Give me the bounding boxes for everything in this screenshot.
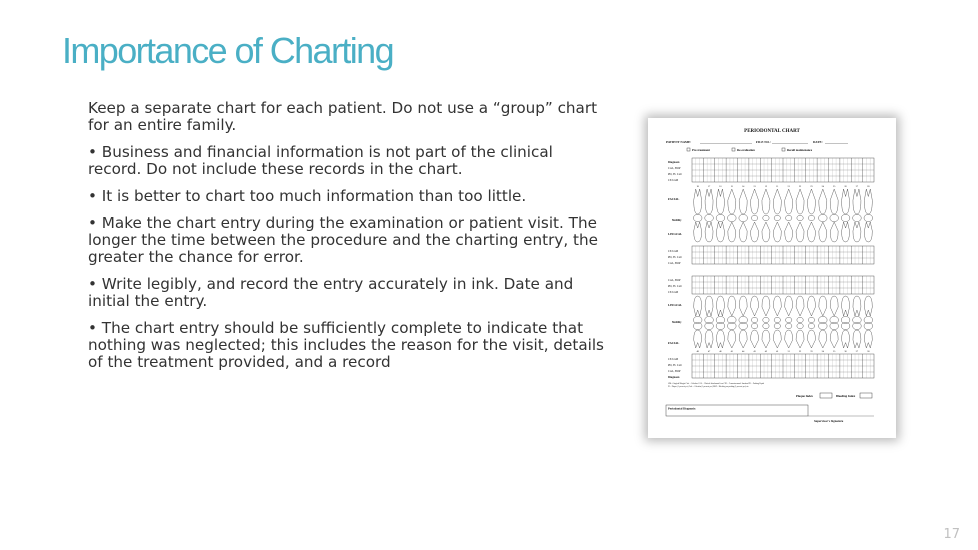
upper-occlusal-outline	[853, 214, 862, 221]
lower-occlusal-outline	[864, 316, 873, 323]
lower-tooth-number: 41	[776, 350, 779, 353]
periodontal-diagnosis-label: Periodontal Diagnosis:	[668, 406, 697, 411]
lower-row-cal-bop: CAL, BOP	[668, 279, 681, 282]
lower-occlusal-outline-2	[818, 322, 827, 329]
lower-tooth-number: 34	[821, 350, 825, 353]
form-file-no: FILE NO.:	[756, 140, 771, 144]
upper-facial-tooth	[716, 189, 724, 214]
upper-lingual-label: LINGUAL	[668, 232, 683, 236]
lower-facial-tooth	[694, 330, 702, 348]
upper-facial-tooth	[864, 189, 872, 214]
upper-occlusal-outline	[727, 214, 736, 221]
lower-occlusal-outline	[751, 317, 757, 322]
lower-lingual-tooth	[694, 296, 702, 316]
upper-occlusal-outline	[774, 215, 780, 220]
lower-occlusal-outline	[818, 316, 827, 323]
plaque-index-box	[820, 393, 832, 398]
lower-tooth-number: 35	[832, 350, 836, 353]
upper-lingual-tooth	[853, 222, 861, 242]
upper-tooth-number: 23	[810, 185, 813, 188]
legend-line-2: PI = Plaque (1 present yes) Calc = Calculus (1 present yes) BOP = Bleeding on probing (1 present yes) etc.	[668, 386, 749, 388]
lower-lingual-tooth	[864, 296, 872, 316]
upper-occlusal-outline	[693, 214, 702, 221]
lower-lingual-tooth	[785, 296, 793, 316]
lower-mobility-label: Mobility	[672, 321, 682, 324]
plaque-index-label: Plaque Index	[796, 394, 813, 398]
upper-facial-tooth	[773, 189, 781, 214]
upper-occlusal-outline	[716, 214, 725, 221]
lower-occlusal-outline	[797, 317, 803, 322]
lower-occlusal-outline	[705, 316, 714, 323]
lower-lingual-tooth	[705, 296, 713, 316]
lower-occlusal-outline-2	[716, 322, 725, 329]
lower-tooth-number: 44	[741, 350, 745, 353]
lower-occlusal-outline	[830, 316, 839, 323]
lower-row-cej-gm: CEJ-GM	[668, 291, 679, 294]
lower-lingual-tooth	[853, 296, 861, 316]
upper-facial-tooth	[853, 189, 861, 214]
legend-line-1: GM= Gingival Margin Calc = Calculus CAL = Clinical Attachment Loss CEJ = Cementoenamel Junction PD = Probing Depth	[668, 383, 764, 385]
upper-lingual-tooth	[705, 222, 713, 242]
upper-occlusal-outline	[830, 214, 839, 221]
upper-mobility-label: Mobility	[672, 219, 682, 222]
lower-tooth-number: 47	[707, 350, 711, 353]
upper-facial-tooth	[807, 189, 815, 214]
upper-tooth-number: 24	[821, 185, 825, 188]
lower-row-cej-gm-2: CEJ-GM	[668, 358, 679, 361]
upper-occlusal-outline	[705, 214, 714, 221]
upper-lingual-tooth	[694, 222, 702, 242]
lower-facial-tooth	[864, 330, 872, 348]
lower-facial-tooth	[728, 330, 736, 348]
upper-tooth-number: 13	[753, 185, 756, 188]
lower-lingual-tooth	[807, 296, 815, 316]
lower-occlusal-outline-2	[727, 322, 736, 329]
lower-facial-tooth	[716, 330, 724, 348]
supervisor-signature-label: Supervisor's Signature	[814, 419, 844, 423]
lower-tooth-number: 31	[787, 350, 790, 353]
lower-tooth-number: 38	[867, 350, 870, 353]
upper-lingual-tooth	[842, 222, 850, 242]
lower-occlusal-outline-2	[786, 323, 792, 328]
lower-lingual-tooth	[762, 296, 770, 316]
upper-occlusal-outline	[864, 214, 873, 221]
lower-occlusal-outline-2	[705, 322, 714, 329]
upper-lingual-tooth	[807, 222, 815, 242]
upper-lingual-tooth	[762, 222, 770, 242]
upper-facial-label: FACIAL	[668, 197, 680, 201]
page-number: 17	[943, 527, 960, 542]
lower-occlusal-outline-2	[739, 322, 748, 329]
lower-occlusal-outline-2	[864, 322, 873, 329]
paragraph-business-info: • Business and financial information is not part of the clinical record. Do not include these records in the chart.	[88, 143, 553, 178]
lower-occlusal-outline-2	[797, 323, 803, 328]
form-date: DATE:	[813, 140, 823, 144]
checkbox-label-pre-treatment: Pre-treatment	[692, 147, 711, 152]
upper-tooth-number: 28	[867, 185, 870, 188]
upper-occlusal-outline	[797, 215, 803, 220]
upper-tooth-number: 12	[764, 185, 768, 188]
upper-tooth-number: 17	[707, 185, 711, 188]
upper-facial-tooth	[739, 189, 747, 214]
lower-tooth-number: 37	[855, 350, 859, 353]
lower-facial-tooth	[762, 330, 770, 348]
lower-lingual-label: LINGUAL	[668, 303, 683, 307]
lower-occlusal-outline	[727, 316, 736, 323]
lower-occlusal-outline-2	[693, 322, 702, 329]
checkbox-label-recall-maintenance: Recall maintenance	[787, 147, 813, 152]
lower-occlusal-outline	[841, 316, 850, 323]
upper-facial-tooth	[762, 189, 770, 214]
mid-row-cal-bop: CAL, BOP	[668, 262, 681, 265]
paragraph-chart-during-exam: • Make the chart entry during the examination or patient visit. The longer the time between the procedure and the charting entry, the greater the chance for error.	[88, 214, 598, 266]
lower-occlusal-outline	[774, 317, 780, 322]
checkbox-label-re-evaluation: Re-evaluation	[737, 147, 755, 152]
lower-facial-tooth	[773, 330, 781, 348]
upper-facial-tooth	[842, 189, 850, 214]
upper-lingual-tooth	[864, 222, 872, 242]
checkbox-pre-treatment	[687, 148, 690, 151]
upper-facial-tooth	[819, 189, 827, 214]
body-text	[88, 100, 608, 381]
lower-lingual-tooth	[842, 296, 850, 316]
lower-facial-tooth	[796, 330, 804, 348]
lower-lingual-tooth	[796, 296, 804, 316]
lower-tooth-number: 43	[753, 350, 756, 353]
lower-row-cal-bop-2: CAL, BOP	[668, 370, 681, 373]
form-patient-name: PATIENT NAME:	[666, 140, 692, 144]
lower-lingual-tooth	[830, 296, 838, 316]
upper-lingual-tooth	[830, 222, 838, 242]
upper-tooth-number: 22	[798, 185, 802, 188]
upper-facial-tooth	[728, 189, 736, 214]
paragraph-separate-chart: Keep a separate chart for each patient. Do not use a “group” chart for an entire family.	[88, 99, 598, 134]
lower-occlusal-outline-2	[853, 322, 862, 329]
lower-occlusal-outline	[786, 317, 792, 322]
bleeding-index-label: Bleeding Index	[836, 394, 856, 398]
upper-lingual-tooth	[739, 222, 747, 242]
upper-facial-tooth	[694, 189, 702, 214]
upper-tooth-number: 26	[844, 185, 847, 188]
upper-tooth-number: 16	[719, 185, 722, 188]
upper-row-cej-gm: CEJ-GM	[668, 179, 679, 182]
lower-tooth-number: 46	[719, 350, 722, 353]
lower-occlusal-outline	[716, 316, 725, 323]
upper-tooth-number: 21	[787, 185, 790, 188]
upper-tooth-number: 15	[730, 185, 734, 188]
upper-lingual-tooth	[728, 222, 736, 242]
paragraph-write-legibly: • Write legibly, and record the entry accurately in ink. Date and initial the entry.	[88, 275, 574, 310]
upper-tooth-number: 18	[696, 185, 699, 188]
lower-facial-tooth	[842, 330, 850, 348]
lower-facial-tooth	[830, 330, 838, 348]
upper-lingual-tooth	[751, 222, 759, 242]
lower-tooth-number: 32	[798, 350, 802, 353]
lower-row-diagnosis: Diagnosis	[668, 376, 680, 379]
lower-tooth-number: 45	[730, 350, 734, 353]
lower-facial-tooth	[807, 330, 815, 348]
lower-facial-tooth	[751, 330, 759, 348]
upper-row-diagnosis: Diagnosis	[668, 161, 680, 164]
upper-occlusal-outline	[751, 215, 757, 220]
lower-facial-tooth	[739, 330, 747, 348]
lower-tooth-number: 48	[696, 350, 699, 353]
upper-lingual-tooth	[785, 222, 793, 242]
upper-lingual-tooth	[796, 222, 804, 242]
lower-lingual-tooth	[739, 296, 747, 316]
lower-tooth-number: 42	[764, 350, 768, 353]
form-title: PERIODONTAL CHART	[744, 129, 800, 134]
lower-tooth-number: 36	[844, 350, 847, 353]
slide-title: Importance of Charting	[62, 30, 393, 71]
upper-occlusal-outline	[739, 214, 748, 221]
upper-row-pd-fl-calc: PD, FL Calc	[668, 173, 682, 176]
lower-lingual-tooth	[819, 296, 827, 316]
lower-row-pd-fl-calc: PD, FL Calc	[668, 285, 682, 288]
upper-facial-tooth	[751, 189, 759, 214]
upper-facial-tooth	[830, 189, 838, 214]
lower-lingual-tooth	[773, 296, 781, 316]
upper-tooth-number: 27	[855, 185, 859, 188]
lower-lingual-tooth	[716, 296, 724, 316]
lower-occlusal-outline	[763, 317, 769, 322]
paragraph-chart-too-much: • It is better to chart too much information than too little.	[88, 187, 527, 205]
lower-lingual-tooth	[751, 296, 759, 316]
lower-occlusal-outline-2	[763, 323, 769, 328]
lower-occlusal-outline	[693, 316, 702, 323]
upper-occlusal-outline	[818, 214, 827, 221]
lower-row-pd-fl-calc-2: PD, FL Calc	[668, 364, 682, 367]
upper-occlusal-outline	[786, 215, 792, 220]
lower-occlusal-outline	[853, 316, 862, 323]
lower-occlusal-outline-2	[841, 322, 850, 329]
lower-occlusal-outline-2	[830, 322, 839, 329]
upper-row-cal-bop: CAL, BOP	[668, 167, 681, 170]
upper-tooth-number: 25	[832, 185, 836, 188]
lower-occlusal-outline-2	[774, 323, 780, 328]
lower-facial-tooth	[705, 330, 713, 348]
lower-facial-label: FACIAL	[668, 341, 680, 345]
lower-occlusal-outline	[808, 317, 814, 322]
upper-facial-tooth	[796, 189, 804, 214]
paragraph-complete-entry: • The chart entry should be sufficiently complete to indicate that nothing was neglected; this includes the reason for the visit, details of the treatment provided, and a record	[88, 319, 604, 371]
bleeding-index-box	[860, 393, 872, 398]
upper-lingual-tooth	[819, 222, 827, 242]
upper-occlusal-outline	[763, 215, 769, 220]
lower-facial-tooth	[853, 330, 861, 348]
upper-facial-tooth	[705, 189, 713, 214]
lower-occlusal-outline-2	[751, 323, 757, 328]
lower-facial-tooth	[785, 330, 793, 348]
upper-tooth-number: 11	[776, 185, 779, 188]
checkbox-re-evaluation	[732, 148, 735, 151]
upper-tooth-number: 14	[741, 185, 745, 188]
periodontal-chart-image	[648, 118, 896, 438]
upper-occlusal-outline	[841, 214, 850, 221]
lower-tooth-number: 33	[810, 350, 813, 353]
lower-occlusal-outline	[739, 316, 748, 323]
upper-lingual-tooth	[716, 222, 724, 242]
upper-lingual-tooth	[773, 222, 781, 242]
upper-occlusal-outline	[808, 215, 814, 220]
mid-row-cej-gm: CEJ-GM	[668, 250, 679, 253]
lower-facial-tooth	[819, 330, 827, 348]
checkbox-recall-maintenance	[782, 148, 785, 151]
mid-row-pd-fl-calc: PD, FL Calc	[668, 256, 682, 259]
lower-occlusal-outline-2	[808, 323, 814, 328]
upper-facial-tooth	[785, 189, 793, 214]
lower-lingual-tooth	[728, 296, 736, 316]
